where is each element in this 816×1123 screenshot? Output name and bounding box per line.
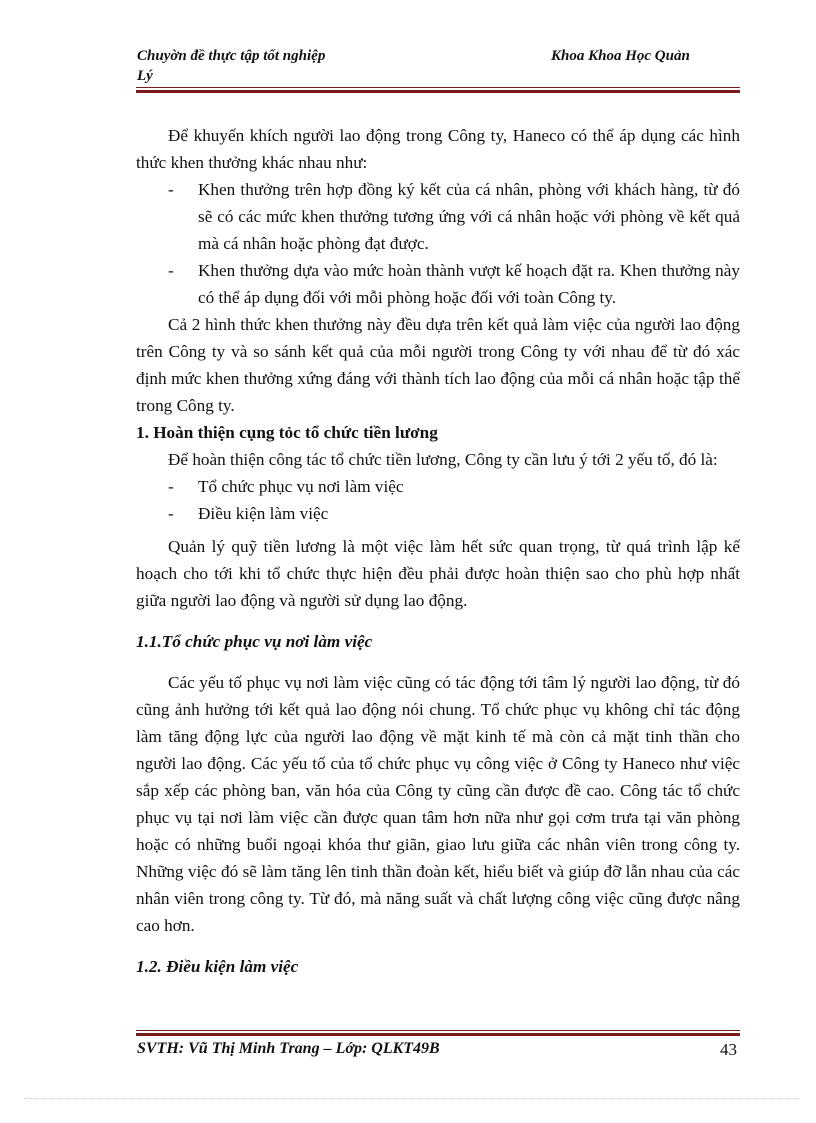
paragraph-workplace: Các yếu tố phục vụ nơi làm việc cũng có tác động tới tâm lý người lao động, từ đó cũng ảnh hưởng tới kết quả lao động nói chung. Tổ chức phục vụ không chỉ tác động làm tăng động lực của người lao động về mặt kinh tế mà còn cả mặt tinh thần cho người lao động. Các yếu tố của tổ chức phục vụ công việc ở Công ty Haneco như việc sắp xếp các phòng ban, văn hóa của Công ty cũng cần được đề cao. Công tác tổ chức phục vụ tại nơi làm việc cần được quan tâm hơn nữa như gọi cơm trưa tại văn phòng hoặc có những buổi ngoại khóa thư giãn, giao lưu giữa các nhân viên trong công ty. Những việc đó sẽ làm tăng lên tinh thần đoàn kết, hiểu biết và giúp đỡ lẫn nhau của các nhân viên trong công ty. Từ đó, mà năng suất và chất lượng công việc cũng được nâng cao hơn. bbox=[136, 673, 740, 935]
list-item-text: Khen thưởng trên hợp đồng ký kết của cá nhân, phòng với khách hàng, từ đó sẽ có các mức khen thưởng tương ứng với cá nhân hoặc với phòng về kết quả mà cá nhân hoặc phòng đạt được. bbox=[198, 180, 740, 253]
document-body bbox=[136, 122, 740, 980]
footer-author: SVTH: Vũ Thị Minh Trang – Lớp: QLKT49B bbox=[137, 1040, 440, 1057]
list-item-text: Tổ chức phục vụ nơi làm việc bbox=[198, 477, 404, 496]
header-rule bbox=[136, 87, 740, 93]
list-item-text: Điều kiện làm việc bbox=[198, 504, 329, 523]
dash-bullet: - bbox=[168, 477, 174, 496]
list-item-text: Khen thưởng dựa vào mức hoàn thành vượt kế hoạch đặt ra. Khen thưởng này có thể áp dụng đối với mỗi phòng hoặc đối với toàn Công ty. bbox=[198, 261, 740, 307]
dash-bullet: - bbox=[168, 261, 174, 280]
header-department: Khoa Khoa Học Quản bbox=[551, 48, 690, 64]
list-item bbox=[136, 176, 740, 257]
footer-rule bbox=[136, 1030, 740, 1036]
list-item bbox=[136, 257, 740, 311]
header-title-line1: Chuyờn đề thực tập tốt nghiệp bbox=[137, 48, 326, 64]
paragraph-summary: Cả 2 hình thức khen thưởng này đều dựa trên kết quả làm việc của người lao động trên Công ty và so sánh kết quả của mỗi người trong Công ty với nhau để từ đó xác định mức khen thưởng xứng đáng với thành tích lao động của mỗi cá nhân hoặc tập thể trong Công ty. bbox=[136, 315, 740, 415]
list-item bbox=[136, 500, 740, 527]
section-heading-1: 1. Hoàn thiện cụng tỏc tổ chức tiền lương bbox=[136, 423, 438, 442]
section-heading-1-1: 1.1.Tổ chức phục vụ nơi làm việc bbox=[136, 632, 373, 651]
dash-bullet: - bbox=[168, 180, 174, 199]
list-item bbox=[136, 473, 740, 500]
section-heading-1-2: 1.2. Điều kiện làm việc bbox=[136, 957, 299, 976]
page-edge-divider bbox=[24, 1098, 800, 1099]
paragraph-factors: Để hoàn thiện công tác tổ chức tiền lương, Công ty cần lưu ý tới 2 yếu tố, đó là: bbox=[168, 450, 718, 469]
dash-bullet: - bbox=[168, 504, 174, 523]
page-number: 43 bbox=[720, 1040, 737, 1059]
header-title-line2: Lý bbox=[137, 68, 153, 84]
paragraph-intro: Để khuyến khích người lao động trong Công ty, Haneco có thể áp dụng các hình thức khen thưởng khác nhau như: bbox=[136, 126, 740, 172]
header-title bbox=[137, 46, 387, 86]
paragraph-management: Quản lý quỹ tiền lương là một việc làm hết sức quan trọng, từ quá trình lập kế hoạch cho tới khi tổ chức thực hiện đều phải được hoàn thiện sao cho phù hợp nhất giữa người lao động và người sử dụng lao động. bbox=[136, 537, 740, 610]
